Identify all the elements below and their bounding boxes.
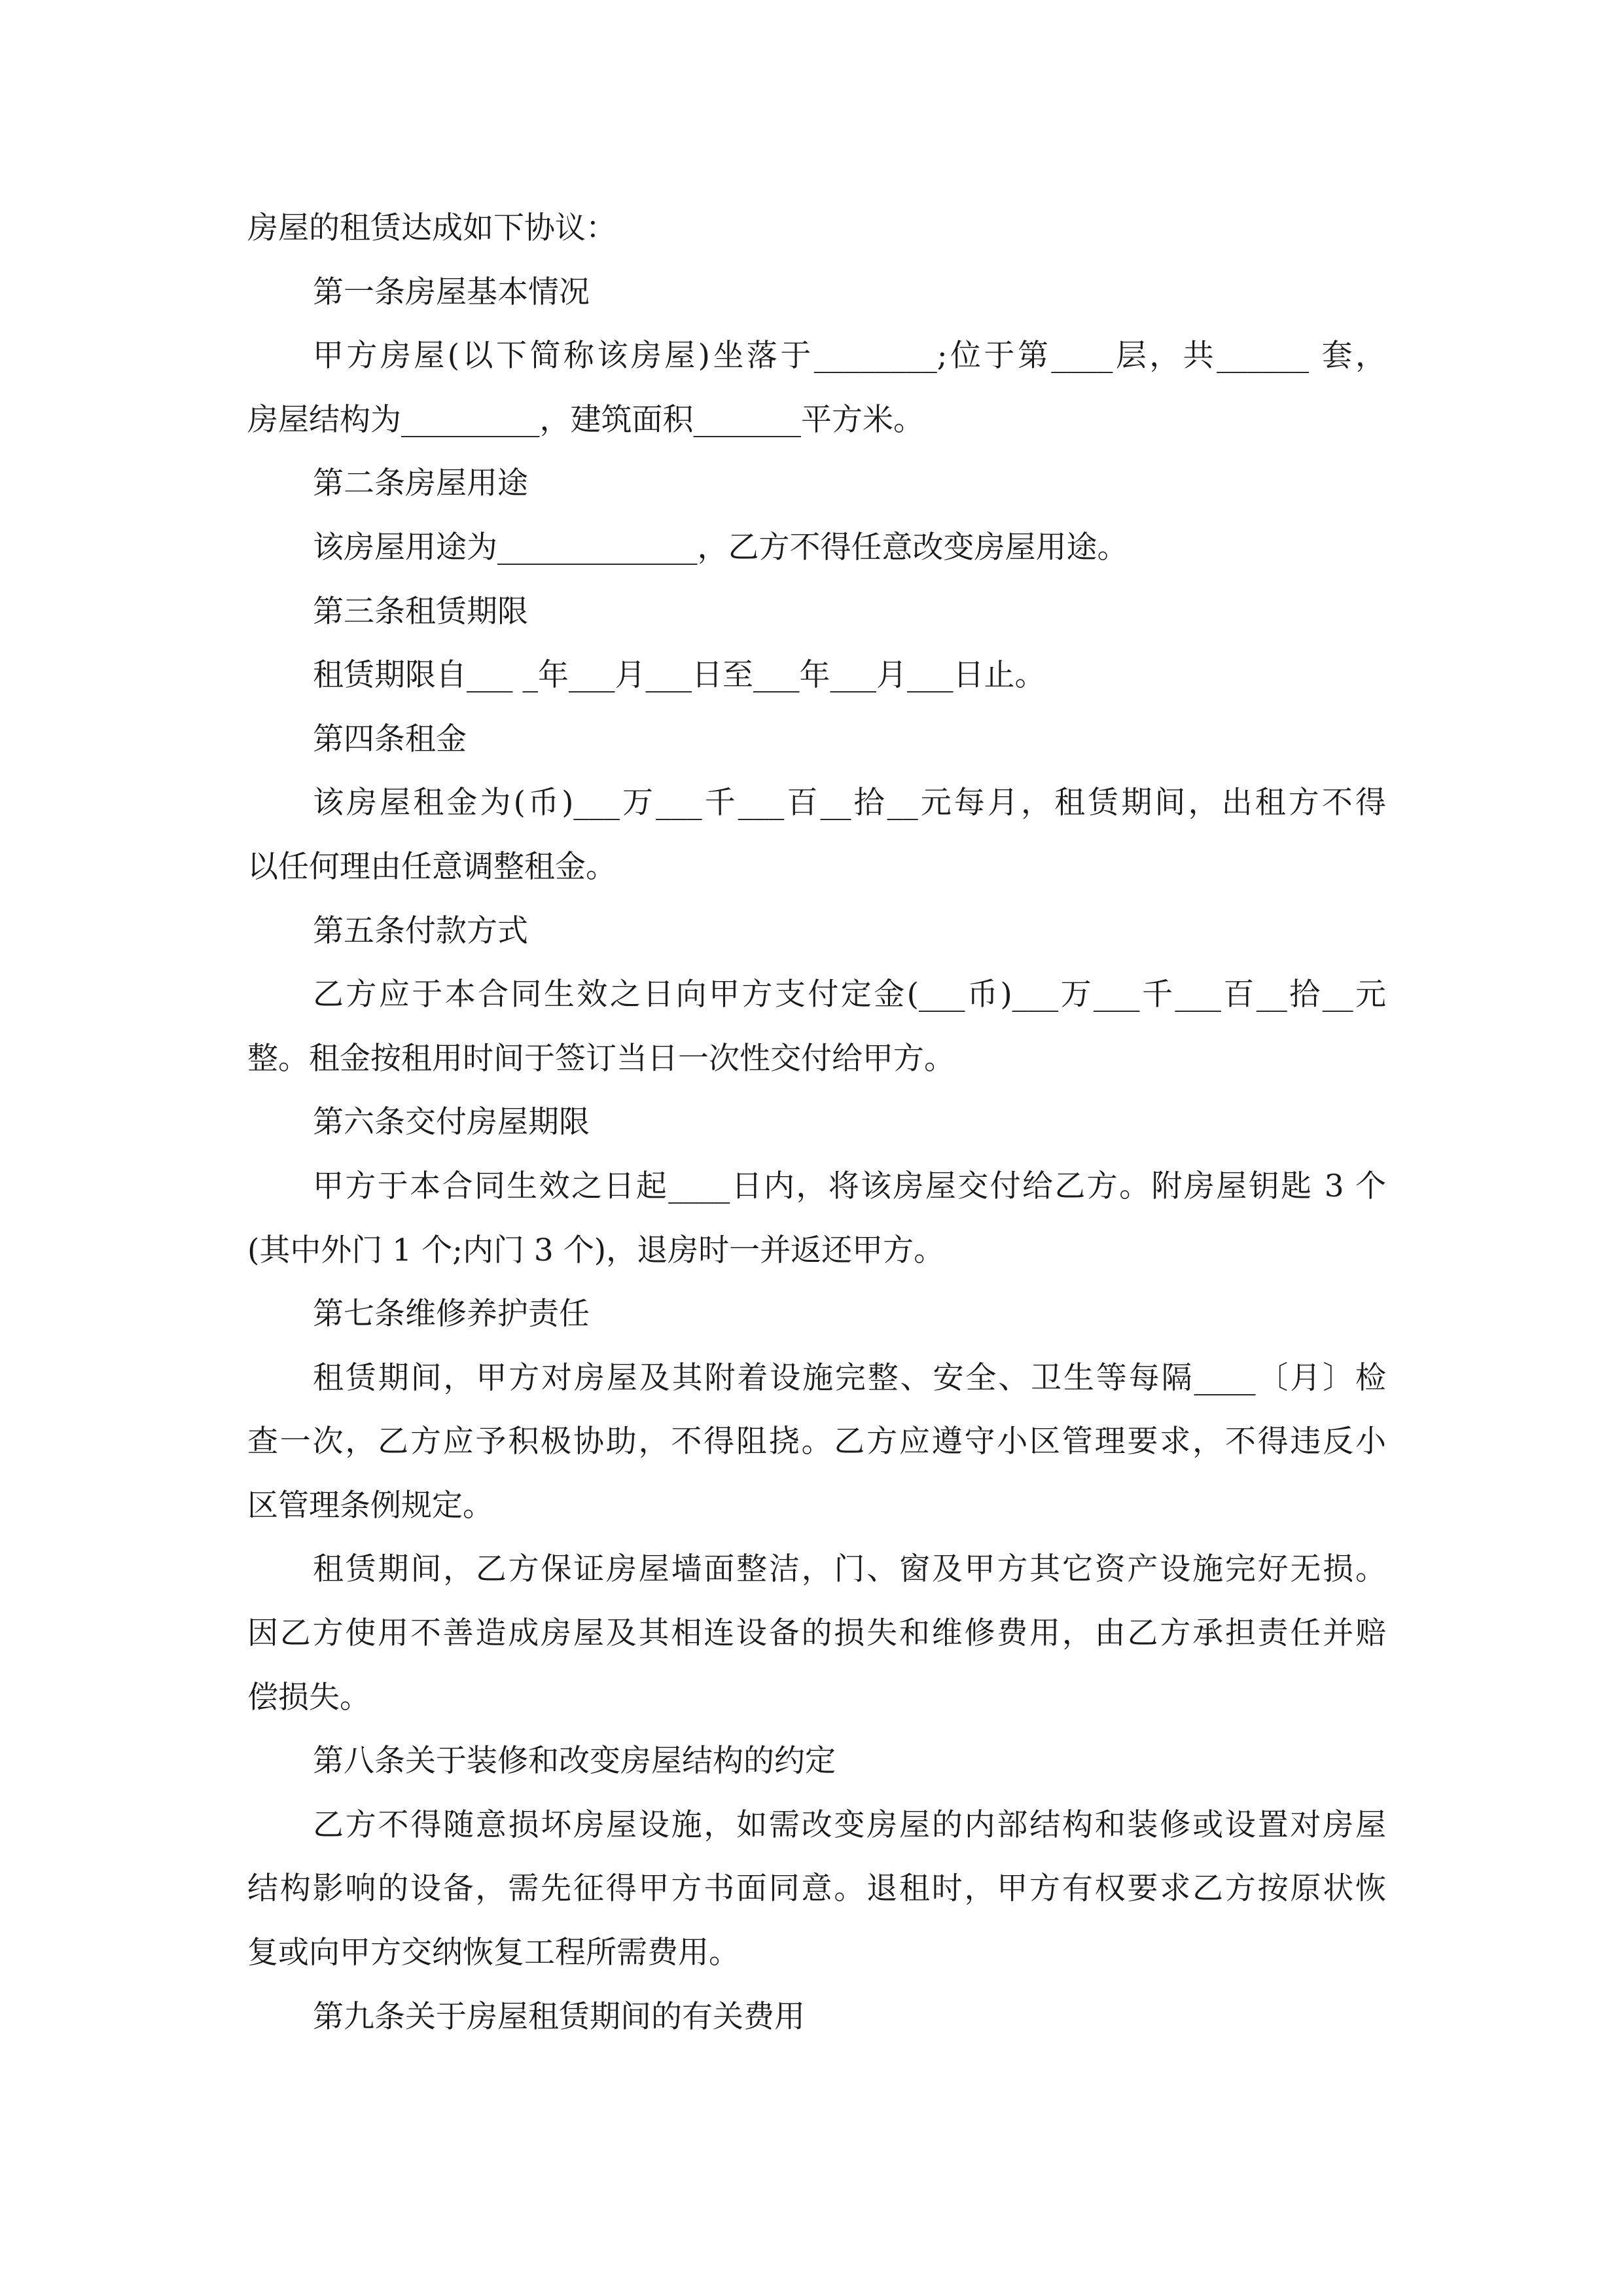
document-line: (其中外门 1 个;内门 3 个)，退房时一并返还甲方。 bbox=[247, 1232, 945, 1268]
document-line: 第六条交付房屋期限 bbox=[313, 1104, 590, 1141]
document-line: 第五条付款方式 bbox=[313, 912, 528, 949]
document-line: 甲方于本合同生效之日起____日内，将该房屋交付给乙方。附房屋钥匙 3 个 bbox=[313, 1168, 1386, 1204]
document-line: 房屋的租赁达成如下协议： bbox=[247, 210, 616, 246]
document-line: 第三条租赁期限 bbox=[313, 593, 528, 630]
document-line: 因乙方使用不善造成房屋及其相连设备的损失和维修费用，由乙方承担责任并赔 bbox=[247, 1615, 1386, 1652]
document-line: 租赁期限自___ _年___月___日至___年___月___日止。 bbox=[313, 657, 1046, 694]
document-line: 第九条关于房屋租赁期间的有关费用 bbox=[313, 1998, 805, 2035]
document-line: 第一条房屋基本情况 bbox=[313, 274, 590, 310]
document-line: 区管理条例规定。 bbox=[247, 1487, 493, 1524]
document-line: 该房屋用途为_____________，乙方不得任意改变房屋用途。 bbox=[313, 529, 1128, 565]
document-line: 该房屋租金为(币)___万___千___百__拾__元每月，租赁期间，出租方不得 bbox=[313, 785, 1386, 821]
document-line: 甲方房屋(以下简称该房屋)坐落于________;位于第____层，共______ 套， bbox=[313, 338, 1386, 374]
document-line: 乙方不得随意损坏房屋设施，如需改变房屋的内部结构和装修或设置对房屋 bbox=[313, 1806, 1386, 1843]
document-line: 以任何理由任意调整租金。 bbox=[247, 848, 616, 885]
document-line: 偿损失。 bbox=[247, 1679, 370, 1715]
document-line: 租赁期间，乙方保证房屋墙面整洁，门、窗及甲方其它资产设施完好无损。 bbox=[313, 1551, 1386, 1588]
document-line: 整。租金按租用时间于签订当日一次性交付给甲方。 bbox=[247, 1040, 955, 1077]
document-line: 查一次，乙方应予积极协助，不得阻挠。乙方应遵守小区管理要求，不得违反小 bbox=[247, 1424, 1386, 1460]
document-line: 第七条维修养护责任 bbox=[313, 1296, 590, 1333]
document-line: 第二条房屋用途 bbox=[313, 465, 528, 502]
document-line: 房屋结构为_________，建筑面积_______平方米。 bbox=[247, 401, 924, 438]
document-line: 租赁期间，甲方对房屋及其附着设施完整、安全、卫生等每隔____〔月〕检 bbox=[313, 1359, 1386, 1396]
document-body bbox=[247, 196, 1386, 2049]
document-line: 结构影响的设备，需先征得甲方书面同意。退租时，甲方有权要求乙方按原状恢 bbox=[247, 1871, 1386, 1907]
document-line: 乙方应于本合同生效之日向甲方支付定金(___币)___万___千___百__拾__元 bbox=[313, 977, 1386, 1013]
document-line: 第四条租金 bbox=[313, 721, 467, 757]
document-line: 第八条关于装修和改变房屋结构的约定 bbox=[313, 1743, 836, 1780]
document-line: 复或向甲方交纳恢复工程所需费用。 bbox=[247, 1935, 740, 1971]
